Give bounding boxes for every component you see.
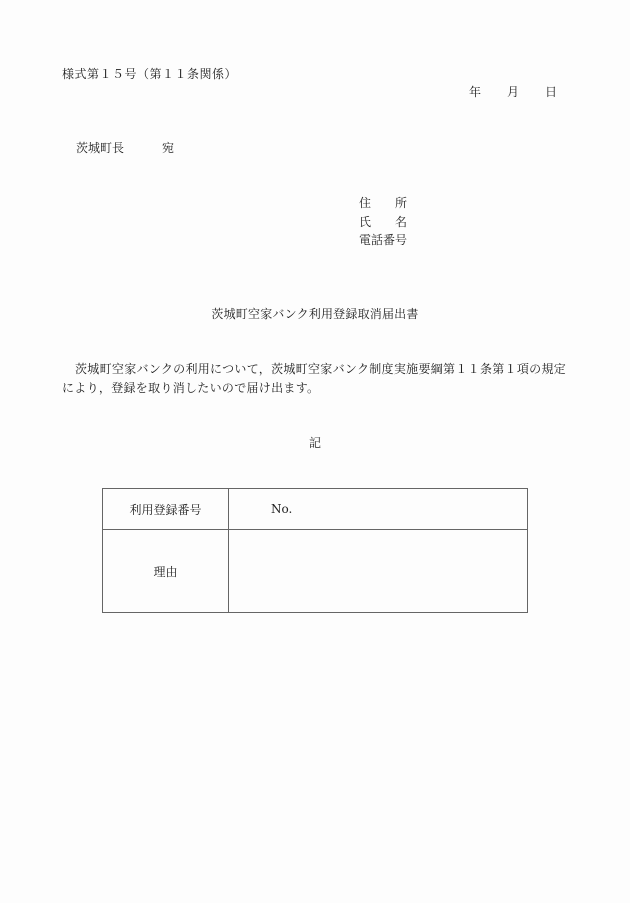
applicant-block [359,194,407,250]
record-table [102,488,528,613]
table-row [103,530,528,613]
form-number: 様式第１５号（第１１条関係） [62,67,238,81]
document-title: 茨城町空家バンク利用登録取消届出書 [211,307,419,321]
table-row [103,489,528,530]
reason-field[interactable] [229,530,528,613]
reason-label: 理由 [103,530,229,613]
addressee-name: 茨城町長 [76,141,125,155]
registration-number-field[interactable]: No. [229,489,528,530]
applicant-address-label: 住 所 [359,196,408,210]
applicant-phone-label: 電話番号 [359,233,408,247]
applicant-name-label: 氏 名 [359,214,408,229]
date-year-label: 年 [469,85,482,99]
date-line [469,83,557,100]
date-month-label: 月 [507,85,520,99]
registration-number-label: 利用登録番号 [103,489,229,530]
date-day-label: 日 [545,85,558,99]
body-paragraph: 茨城町空家バンクの利用について，茨城町空家バンク制度実施要綱第１１条第１項の規定により，登録を取り消したいので届け出ます。 [62,362,567,395]
addressee [76,139,174,156]
ki-heading: 記 [308,436,321,450]
addressee-suffix: 宛 [162,141,175,155]
